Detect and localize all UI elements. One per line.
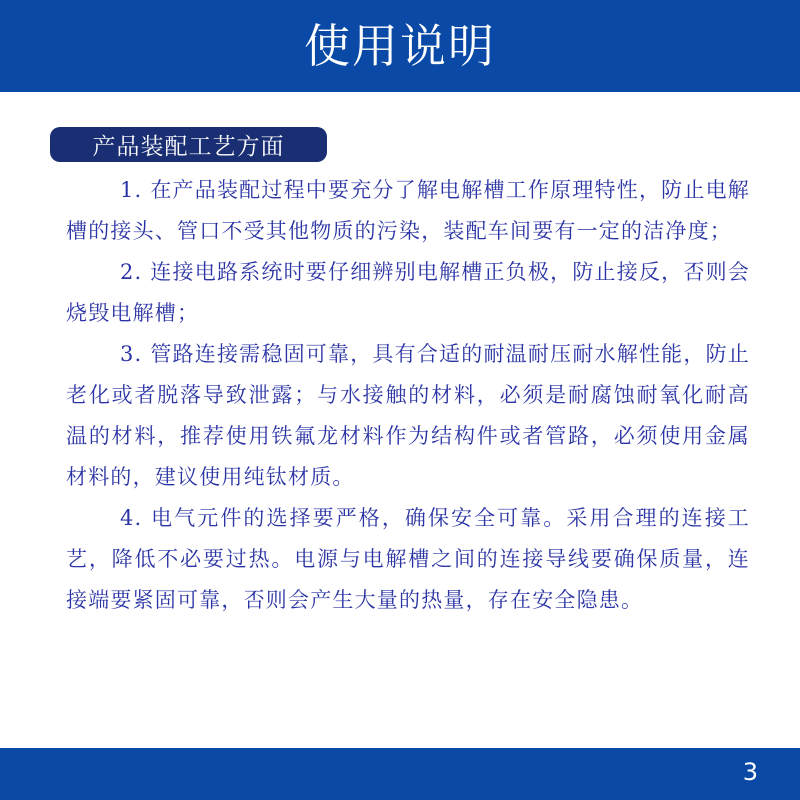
page-title: 使用说明: [304, 19, 496, 73]
page-number: 3: [742, 758, 758, 786]
footer-bar: [0, 748, 800, 800]
section-title: 产品装配工艺方面: [92, 134, 285, 160]
instruction-paragraph-1: 1. 在产品装配过程中要充分了解电解槽工作原理特性，防止电解槽的接头、管口不受其他物质的污染，装配车间要有一定的洁净度；: [66, 178, 750, 243]
section-badge: [50, 127, 327, 162]
instructions-body: [66, 170, 750, 621]
header-bar: [0, 0, 800, 92]
instruction-paragraph-3: 3. 管路连接需稳固可靠，具有合适的耐温耐压耐水解性能，防止老化或者脱落导致泄露；与水接触的材料，必须是耐腐蚀耐氧化耐高温的材料，推荐使用铁氟龙材料作为结构件或者管路，必须使用金属材料的，建议使用纯钛材质。: [66, 342, 750, 489]
instruction-paragraph-4: 4. 电气元件的选择要严格，确保安全可靠。采用合理的连接工艺，降低不必要过热。电源与电解槽之间的连接导线要确保质量，连接端要紧固可靠，否则会产生大量的热量，存在安全隐患。: [66, 506, 750, 612]
instruction-paragraph-2: 2. 连接电路系统时要仔细辨别电解槽正负极，防止接反，否则会烧毁电解槽；: [66, 260, 750, 325]
